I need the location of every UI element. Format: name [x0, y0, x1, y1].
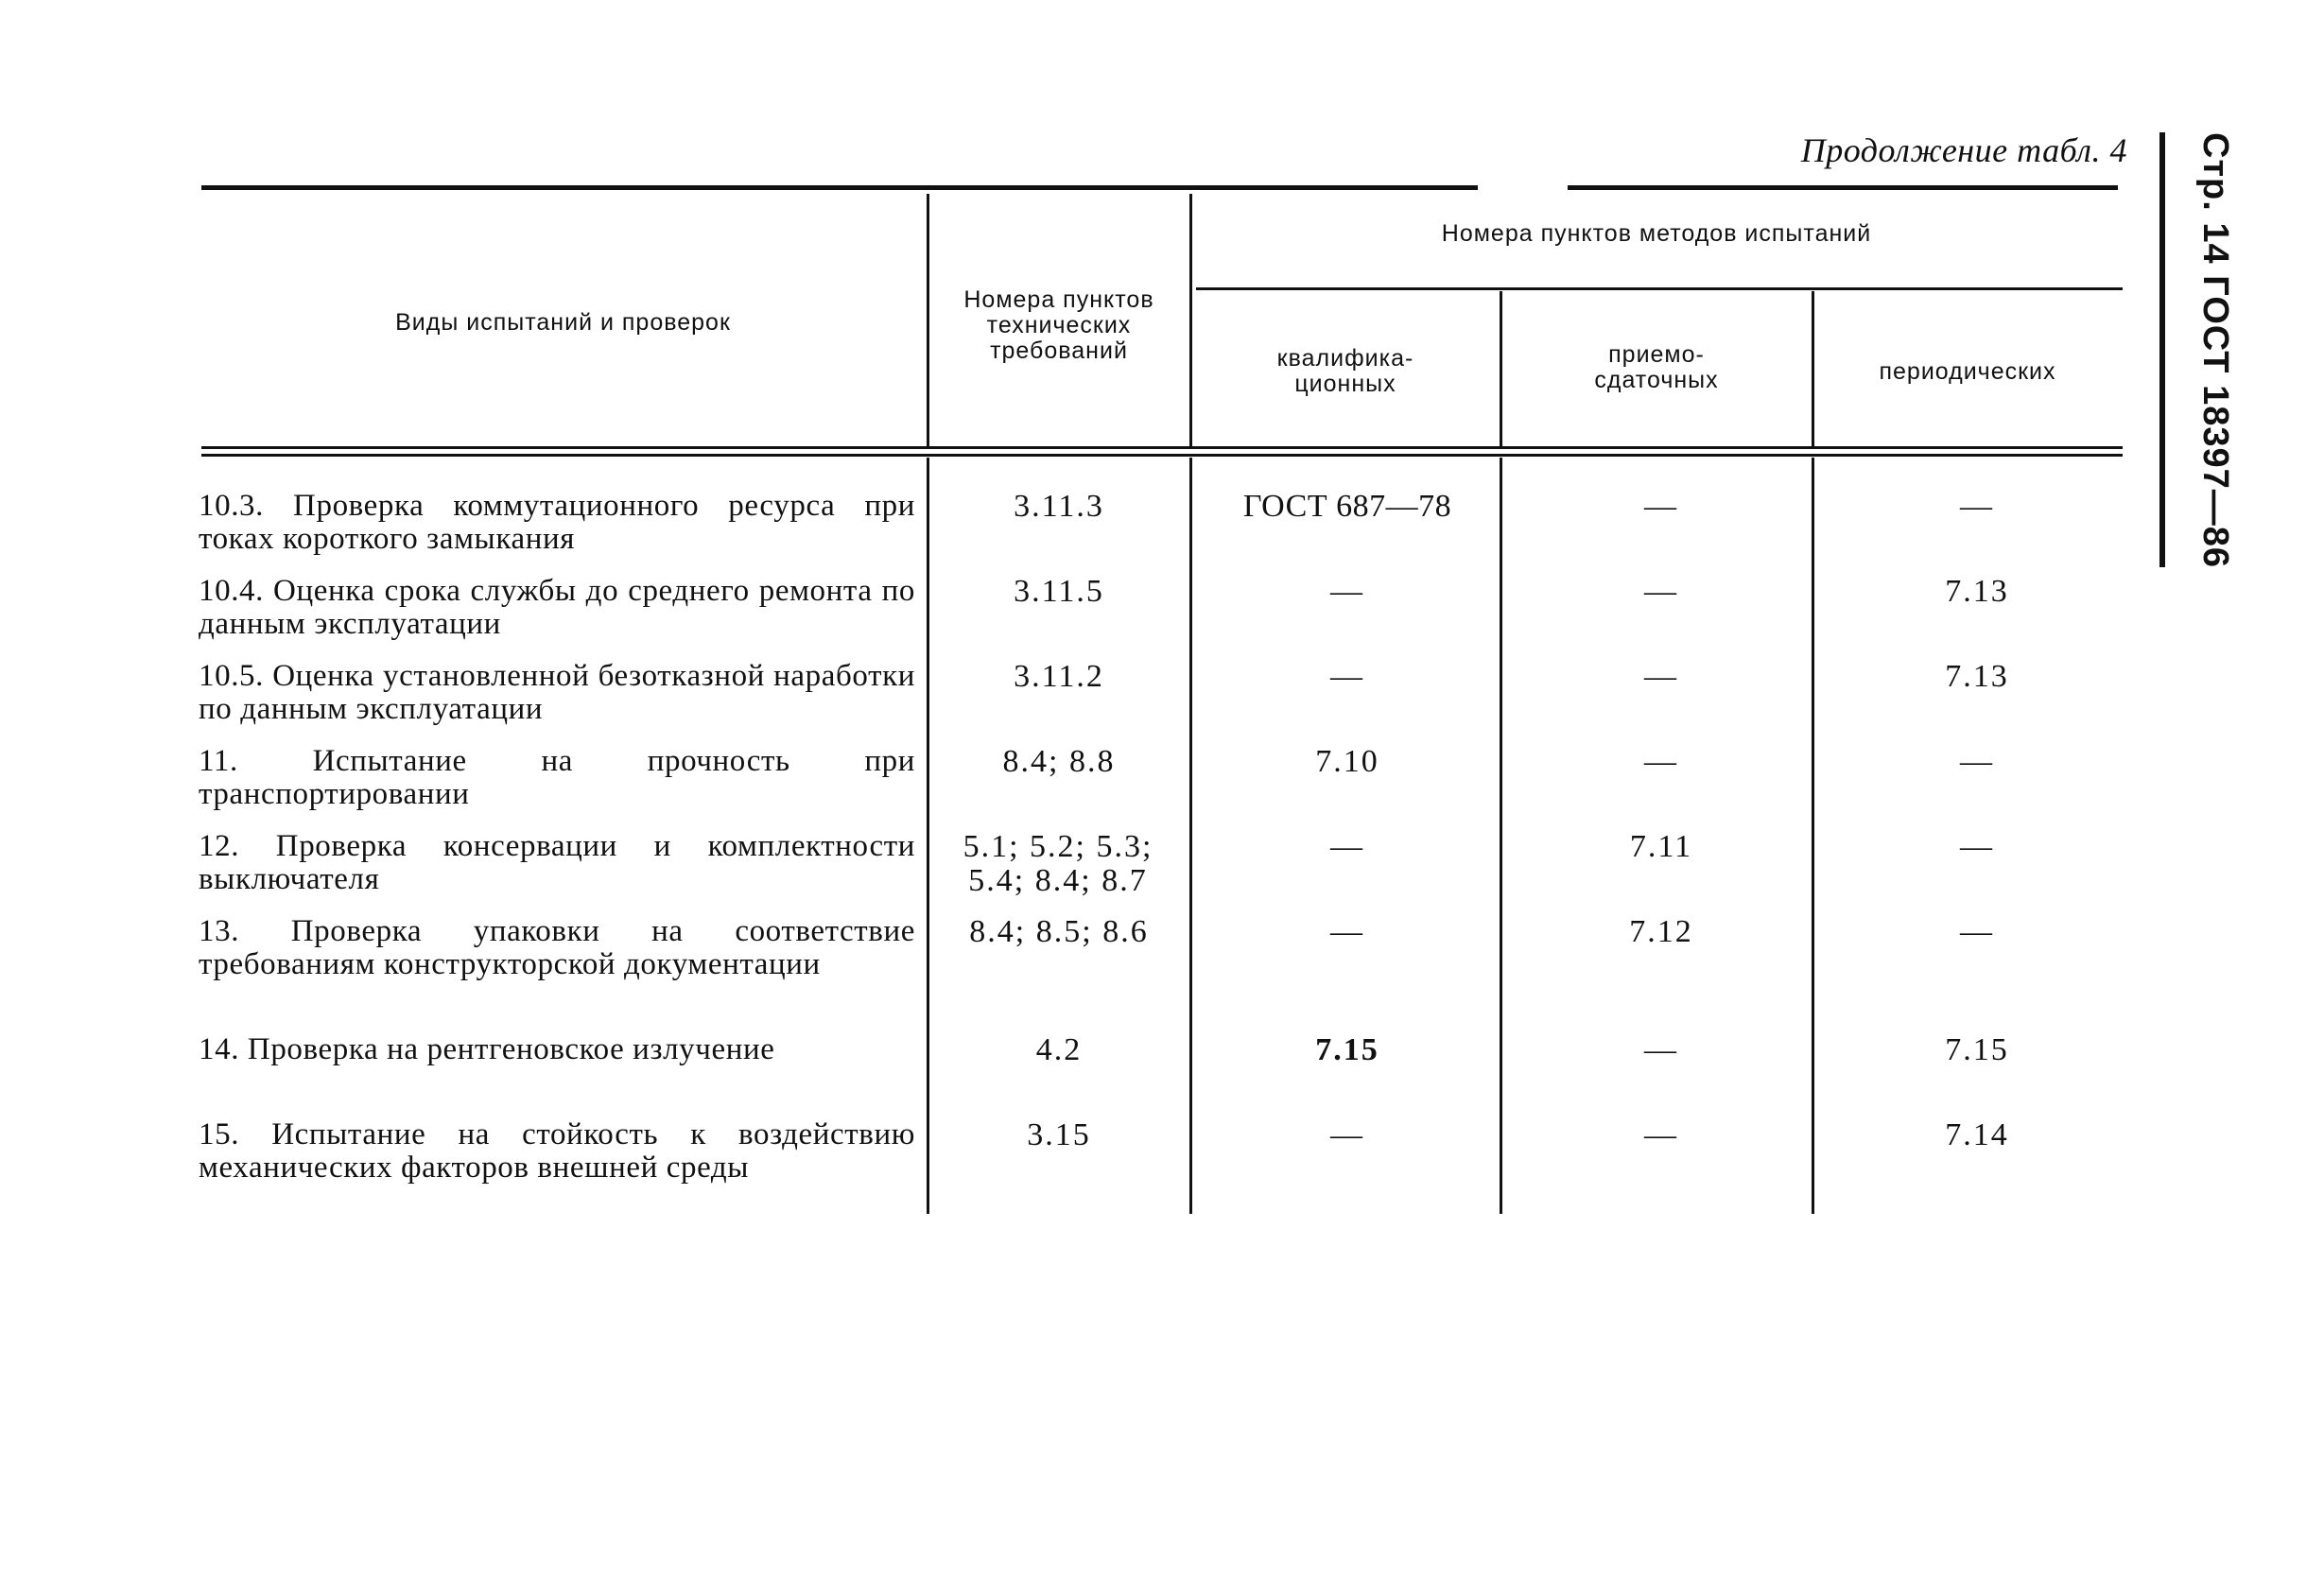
periodic-value: — [1960, 829, 1994, 864]
header-test-type: Виды испытаний и проверок [395, 309, 731, 336]
table-row [199, 736, 2123, 821]
col-divider-4-header [1812, 291, 1814, 447]
test-name: 14. Проверка на рентгеновское излучение [199, 1032, 775, 1066]
acceptance-value: — [1644, 744, 1678, 779]
tech-req-value: 3.11.2 [1014, 659, 1104, 694]
periodic-value: 7.13 [1945, 574, 2009, 609]
header-periodic: периодических [1879, 358, 2056, 385]
table-top-rule-left [201, 185, 1478, 190]
header-tech-requirements [930, 287, 1188, 364]
acceptance-value: — [1644, 489, 1678, 524]
table-row [199, 821, 2123, 906]
header-tech-line-1: Номера пунктов [963, 286, 1154, 313]
test-name: 15. Испытание на стойкость к воздействию механических факторов внешней среды [199, 1117, 915, 1185]
qualification-value: ГОСТ 687—78 [1242, 489, 1452, 524]
header-acceptance-line-1: приемо- [1608, 341, 1705, 368]
test-name: 10.3. Проверка коммутационного ресурса при токах короткого замыкания [199, 489, 915, 556]
acceptance-value: — [1644, 659, 1678, 694]
tech-req-value: 3.15 [1027, 1117, 1091, 1152]
qualification-value: — [1330, 1117, 1364, 1152]
qualification-value: — [1330, 829, 1364, 864]
tech-req-value: 8.4; 8.5; 8.6 [969, 914, 1149, 949]
tech-req-value: 5.1; 5.2; 5.3; 5.4; 8.4; 8.7 [963, 829, 1153, 898]
table-row [199, 1024, 2123, 1109]
test-name: 10.4. Оценка срока службы до среднего ремонта по данным эксплуатации [199, 574, 915, 641]
acceptance-value: 7.11 [1629, 829, 1693, 864]
table-row [199, 1109, 2123, 1194]
methods-group-rule [1196, 287, 2123, 290]
tech-req-value: 8.4; 8.8 [1002, 744, 1116, 779]
periodic-value: 7.13 [1945, 659, 2009, 694]
periodic-value: — [1960, 489, 1994, 524]
tech-req-value: 3.11.5 [1014, 574, 1104, 609]
table-row [199, 565, 2123, 650]
header-qualification [1193, 346, 1498, 397]
running-page-header [2159, 132, 2241, 567]
table-top-rule-right [1568, 185, 2118, 190]
table-row [199, 650, 2123, 736]
header-qualification-line-2: ционных [1294, 371, 1396, 397]
test-name: 11. Испытание на прочность при транспортировании [199, 744, 915, 811]
col-divider-2-header [1189, 194, 1192, 447]
test-name: 12. Проверка консервации и комплектности выключателя [199, 829, 915, 896]
qualification-value: — [1330, 659, 1364, 694]
periodic-value: — [1960, 744, 1994, 779]
test-name: 10.5. Оценка установленной безотказной наработки по данным эксплуатации [199, 659, 915, 726]
header-qualification-line-1: квалифика- [1276, 345, 1414, 372]
acceptance-value: 7.12 [1629, 914, 1693, 949]
header-acceptance [1503, 342, 1810, 393]
header-acceptance-line-2: сдаточных [1594, 367, 1719, 393]
tech-req-value: 4.2 [1035, 1032, 1083, 1067]
acceptance-value: — [1644, 1117, 1678, 1152]
header-methods-group: Номера пунктов методов испытаний [1441, 220, 1872, 247]
col-divider-3-header [1500, 291, 1502, 447]
periodic-value: — [1960, 914, 1994, 949]
col-divider-1-header [927, 194, 929, 447]
periodic-value: 7.15 [1945, 1032, 2009, 1067]
header-separator-rule-2 [201, 454, 2123, 457]
qualification-value: — [1330, 574, 1364, 609]
header-tech-line-3: требований [990, 338, 1128, 364]
qualification-value: — [1330, 914, 1364, 949]
tech-req-value: 3.11.3 [1014, 489, 1104, 524]
test-name: 13. Проверка упаковки на соответствие требованиям конструкторской документации [199, 914, 915, 981]
periodic-value: 7.14 [1945, 1117, 2009, 1152]
table-continuation-caption: Продолжение табл. 4 [1800, 131, 2127, 169]
header-tech-line-2: технических [986, 312, 1132, 338]
qualification-value: 7.15 [1315, 1032, 1379, 1067]
table-row [199, 906, 2123, 1024]
header-separator-rule-1 [201, 446, 2123, 449]
running-page-header-text: Стр. 14 ГОСТ 18397—86 [2195, 132, 2235, 569]
acceptance-value: — [1644, 1032, 1678, 1067]
qualification-value: 7.10 [1315, 744, 1379, 779]
table-row [199, 480, 2123, 565]
acceptance-value: — [1644, 574, 1678, 609]
